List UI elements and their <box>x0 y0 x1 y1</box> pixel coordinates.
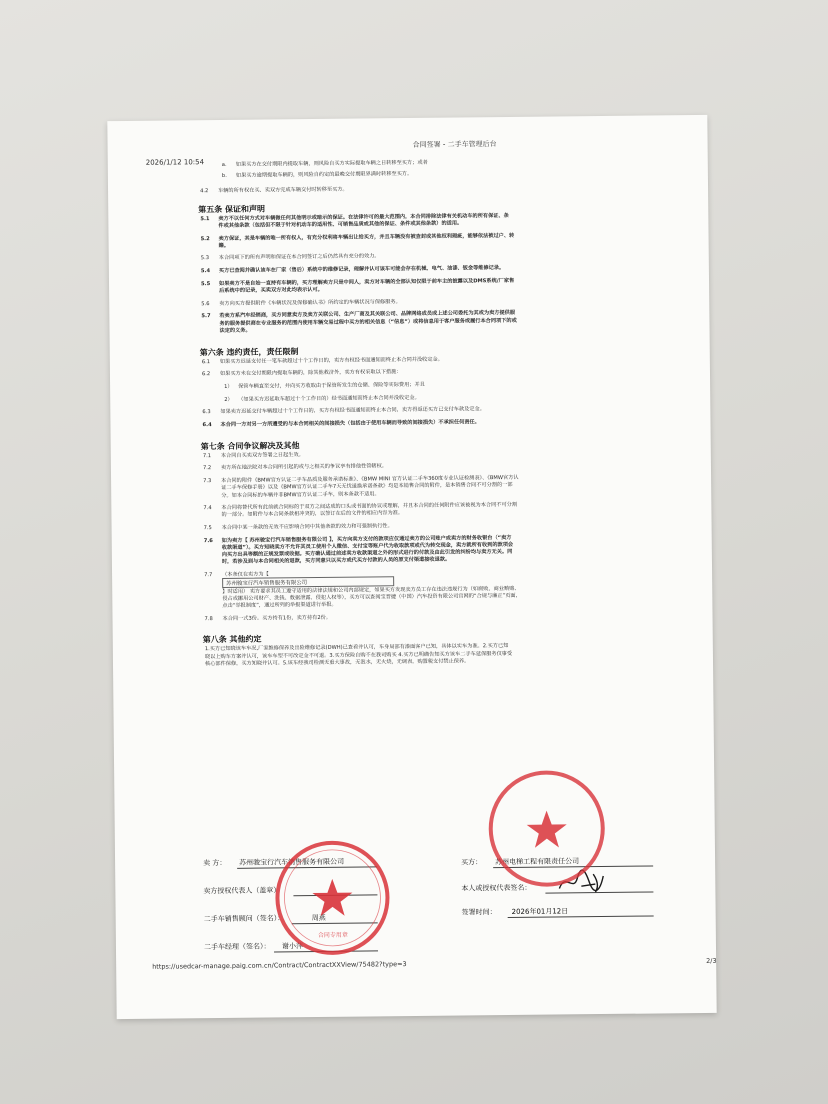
clause-number: 7.5 <box>203 525 212 532</box>
clause-line <box>111 473 711 485</box>
clause-text: 车辆的所有权在买、卖双方完成车辆交付时转移至买方。 <box>218 187 348 195</box>
clause-number: 4.2 <box>200 188 209 195</box>
clause-number: a. <box>221 161 227 168</box>
clause-text: 卖方向买方提供附件《车辆状况及保修确认书》所约定的车辆状况与保修服务。 <box>219 298 401 307</box>
clause-text: 收款渠道”）。买方知晓卖方不允许其员工使用个人微信、支付宝等账户代为收取款项或代为转交现金，卖方就所有收到的款项会 <box>221 541 514 551</box>
clause-text: 法定的义务。 <box>219 327 251 334</box>
clause-line <box>110 379 710 390</box>
clause-text: 籍。 <box>218 242 230 249</box>
page-number: 2/3 <box>706 956 717 965</box>
clause-number: 5.1 <box>200 215 210 222</box>
clause-number: 7.8 <box>204 615 213 622</box>
clause-number: 7.7 <box>204 572 213 579</box>
clause-number: 5.4 <box>200 268 211 275</box>
clause-text: 如果买方逾期提取车辆的，则风险自约定的最晚交付期限界满时转移至买方。 <box>235 171 413 180</box>
clause-text: 晓以上购车方案并认可，该车车型不可改定金不可退。3.买方保险自购不在我司购买 4.买方已明确告知买方该车二手车延保服务仅事受 <box>204 650 513 660</box>
svg-text:合同专用章: 合同专用章 <box>317 931 348 940</box>
clause-text: 保管车辆直至交付，并向买方收取由于保管所发生的仓储、保险等实际费用；并且 <box>238 381 425 390</box>
clause-line <box>110 417 710 429</box>
clause-line <box>109 230 709 242</box>
clause-text: 务的服务提供商在专业服务的范围内使用车辆交易过程中买方的相关信息（“信息”）或将信息用于客户服务或履行本合同项下的或 <box>219 317 517 327</box>
clause-number: 2） <box>224 396 233 403</box>
clause-number: 5.3 <box>200 255 210 262</box>
clause-text: 时，若涉及到与本合同相关的退款，买方同意只以买方或代买方付款的人员的原支付渠道接收退款。 <box>221 556 451 566</box>
clause-text: 如果买方未在交付期限内提取车辆的，除其他救济外，卖方有权采取以下措施： <box>219 369 402 378</box>
clause-text: 本合同一式3份。买方持有1份，卖方持有2份。 <box>222 614 332 622</box>
clause-text: 1.买方已知晓该车车况,厂家维修保养及出险维修记录(DWH)已查看并认可，车身局部有漆面客户已知，具体以实车为准。2.买方已知 <box>204 643 509 653</box>
clause-text: 本合同中某一条款的无效不应影响合同中其他条款的效力和可强制执行性。 <box>221 523 393 532</box>
clause-text: 卖方保证，其是车辆的唯一所有权人，有充分权利将车辆出让给买方，并且车辆没有被查封或其他权利瑕疵，能够依法被过户、转 <box>218 232 515 242</box>
clause-text: 本合同将替代所有此前就合同标的于双方之间达成的口头或书面的协议或理解，并且本合同的任何附件应该被视为本合同不可分割 <box>221 502 518 512</box>
sign-time-value: 2026年01月12日 <box>511 907 569 916</box>
clause-line <box>110 404 710 416</box>
clause-number: 5.5 <box>200 280 211 287</box>
section-heading: 第五条 保证和声明 <box>198 204 266 214</box>
clause-number: 7.2 <box>202 465 212 472</box>
clause-text: 后系统中的记录，买卖双方对此均表示认可。 <box>219 286 323 295</box>
clause-text: 本合同项下的所有声明和保证在本合同签订之后仍然具有充分的效力。 <box>218 253 380 262</box>
clause-text: 如为卖方【 苏州骏宝行汽车销售服务有限公司 】，买方向卖方支付的款项应仅通过卖方的公司账户或卖方的财务收银台（“卖方 <box>221 534 512 544</box>
clause-text: 向买方出具等额的正规发票或收据。买方确认通过前述卖方收款渠道之外的形式进行的付款及由此引发的纠纷均与卖方无关。同 <box>221 549 513 559</box>
clause-number: 6.1 <box>201 358 211 365</box>
clause-text: 买方已查阅并确认该车在厂家（售后）系统中的维修记录，理解并认可该车可能会存在机械、电气、油漆、钣金等维修记录。 <box>218 265 505 275</box>
sign-time-label: 签署时间： <box>461 908 497 917</box>
page-header-title: 合同签署 - 二手车管理后台 <box>412 140 497 149</box>
manager-name: 谢小萍 <box>281 942 304 951</box>
clause-number: 1） <box>224 383 233 390</box>
clause-number: 5.7 <box>201 313 211 320</box>
clause-line <box>112 520 712 532</box>
sub-clause <box>108 168 708 180</box>
section-heading: 第六条 违约责任，责任限制 <box>199 346 299 357</box>
clause-line <box>109 308 709 320</box>
seller-label: 卖 方： <box>203 858 227 868</box>
clause-line <box>111 460 711 472</box>
boxed-seller-name: 苏州骏宝行汽车销售服务有限公司 <box>222 576 394 588</box>
clause-4-2 <box>108 183 708 195</box>
clause-text: 本合同自买卖双方签署之日起生效。 <box>220 451 304 459</box>
clause-text: 本合同一方对另一方所遭受的与本合同相关的间接损失（包括由于使用车辆而导致的间接损失）不承担任何责任。 <box>220 419 480 428</box>
clause-number: 6.3 <box>202 409 211 416</box>
clause-line <box>112 533 712 544</box>
clause-line <box>109 296 709 307</box>
clause-line <box>112 583 712 595</box>
clause-text: 如果卖方不是自始一直持有车辆的，买方理解卖方只是中间人，卖方对车辆的全部认知仅限于前车主的披露以及DMS系统/厂家售 <box>218 277 515 287</box>
footer-url: https://usedcar-manage.paig.com.cn/Contract/ContractXXView/75482?type=3 <box>152 960 407 971</box>
clause-number: b. <box>221 173 227 180</box>
sales-consultant-label: 二手车销售顾问（签名）： <box>203 914 285 924</box>
print-timestamp: 2026/1/12 10:54 <box>145 158 205 167</box>
clause-number: 6.2 <box>201 371 211 378</box>
clause-text: 点击“举报制度”，通过所列的举报渠道进行举报。 <box>222 601 337 609</box>
clause-text: 本合同的附件《BMW官方认证二手车品质及服务承诺标准》、《BMW MINI 官方认证二手车360度专业认证检测表》、《BMW官方认 <box>221 474 519 485</box>
clause-number: 7.4 <box>203 505 212 512</box>
clause-number: 6.4 <box>202 422 212 429</box>
clause-text: 分。如本合同标的车辆并非BMW官方认证二手车，则本条款不适用。 <box>221 490 380 499</box>
clause-text: 卖方所在地法院对本合同所引起的或与之相关的争议享有排他性管辖权。 <box>220 463 387 472</box>
section-heading: 第八条 其他约定 <box>202 634 262 645</box>
clause-text: （如果买方迟延取车超过十个工作日的）经书面通知而终止本合同并没收定金。 <box>238 394 420 403</box>
seller-company-seal <box>273 838 392 957</box>
clause-text: 的一部分。如附件与本合同条款相冲突的，以签订在后的文件的相应内容为准。 <box>221 510 404 519</box>
clause-text: （本条仅在卖方为【 <box>222 571 269 579</box>
clause-text: 如果买方迟延支付任一笔车款超过十个工作日的，卖方有权经书面通知而终止本合同并没收定金。 <box>219 356 443 365</box>
clause-number: 5.2 <box>200 235 210 242</box>
clause-number: 7.1 <box>202 452 212 459</box>
clause-line <box>112 567 712 579</box>
buyer-name: 苏州电梯工程有限责任公司 <box>495 857 580 867</box>
clause-line <box>113 610 713 622</box>
buyer-company-seal <box>486 768 607 889</box>
clause-line <box>109 263 709 275</box>
manager-label: 二手车经理（签名）： <box>203 942 271 952</box>
clause-text: 若卖方系汽车经销商，买方同意卖方及卖方关联公司、生产厂商及其关联公司、品牌网络成员或上述公司委托为其或为卖方提供服 <box>219 310 516 320</box>
clause-number: 7.3 <box>203 478 212 485</box>
clause-line <box>109 276 709 287</box>
sales-consultant-name: 周燕 <box>311 913 326 923</box>
clause-line <box>111 500 711 512</box>
clause-line <box>109 250 709 262</box>
clause-text: 侵占或挪用公司财产、洗钱、数据泄露、侵犯人权等），买方可以查阅宝晋捷（中国）汽车投资有限公司官网的“合规与廉正”页面， <box>222 592 521 602</box>
clause-line <box>110 391 710 403</box>
contract-page <box>107 115 716 1019</box>
clause-text: 】时适用） 卖方要求其员工遵守适用的法律法规和公司内部规定，如果买方发现卖方员工存在违法违规行为（如腐败、商业贿赂、 <box>222 585 520 595</box>
clause-text: 如果买方在交付期限内提取车辆，则风险自买方实际提取车辆之日转移至买方；或者 <box>235 159 428 168</box>
section-heading: 第七条 合同争议解决及其他 <box>200 440 300 451</box>
clause-line <box>110 366 710 378</box>
seller-name: 苏州骏宝行汽车销售服务有限公司 <box>239 857 345 867</box>
clause-number: 5.6 <box>201 300 210 307</box>
clause-text: 核心部件保修，买方知晓并认可。5.该车经我司检测无重大事故，无泡水，无火烧，无调表。购置税支付禁止保养。 <box>204 658 470 667</box>
clause-text: 件或其他条款（包括但不限于针对机动车的适用性、可销售品质或其他的保证、条件或其他条款）的适用。 <box>218 220 463 229</box>
clause-text: 如果卖方迟延交付车辆超过十个工作日的，买方有权经书面通知而终止本合同，卖方得返还买方已支付车款及定金。 <box>220 406 485 416</box>
seller-agent-label: 卖方授权代表人（盖章） <box>203 886 281 896</box>
clause-text: 证二手车保修手册》以及《BMW官方认证二手车7天无忧退换承诺条款》均是本销售合同的附件，是本销售合同不可分割的一部 <box>221 482 513 492</box>
buyer-agent-label: 本人或授权代表签名： <box>461 883 532 893</box>
clause-number: 7.6 <box>203 537 213 544</box>
buyer-label: 买方： <box>461 858 483 867</box>
clause-text: 卖方不以任何方式对车辆做任何其他明示或暗示的保证。在法律许可的最大范围内，本合同排除法律有关机动车的所有保证、条 <box>218 212 509 222</box>
